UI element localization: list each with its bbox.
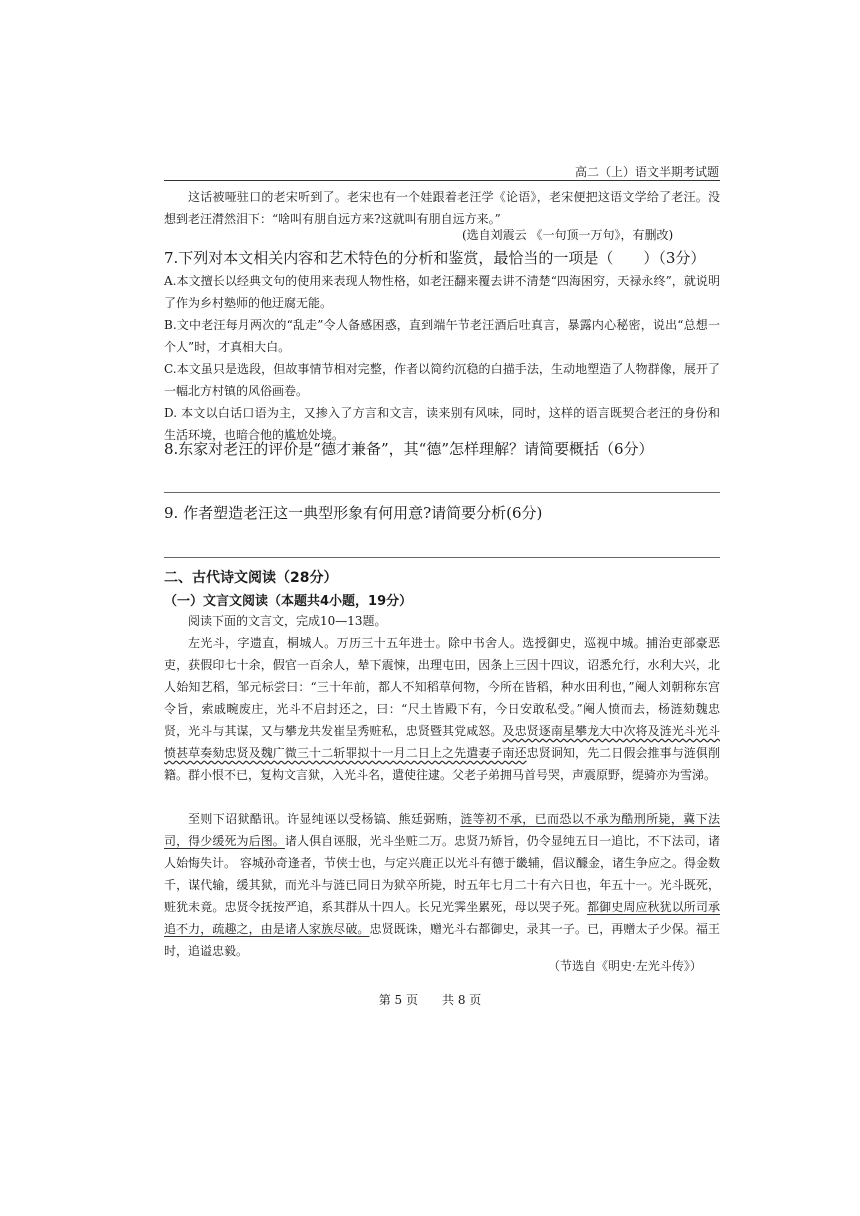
section-title: 二、古代诗文阅读（28分） bbox=[164, 570, 338, 586]
passage-text: 忠贤既诛，赠光斗右都御史，录其一子。已，再赠太子少保。福王时，追谥忠毅。 bbox=[164, 922, 720, 958]
answer-line bbox=[164, 557, 720, 558]
underlined-sentence: 涟等初不承，已而恐以不承为酷刑所毙，冀下法司，得少缓死为后图。 bbox=[164, 812, 720, 848]
page-number: 第 5 页 共 8 页 bbox=[378, 993, 482, 1007]
question-8-stem: 8.东家对老汪的评价是“德才兼备”，其“德”怎样理解？请简要概括（6分） bbox=[164, 440, 654, 458]
subsection-title: （一）文言文阅读（本题共4小题，19分） bbox=[164, 594, 413, 609]
question-7-option-b: B.文中老汪每月两次的“乱走”令人备感困惑，直到端午节老汪酒后吐真言，暴露内心秘密，说出“总想一个人”时，才真相大白。 bbox=[164, 318, 720, 354]
question-7-stem: 7.下列对本文相关内容和艺术特色的分析和鉴赏，最恰当的一项是（ ）（3分） bbox=[164, 249, 706, 267]
story-source: (选自刘震云 《一句顶一万句》，有删改) bbox=[462, 228, 674, 242]
underlined-sentence: 都御史周应秋犹以所司承追不力，疏趣之，由是诸人家族尽破。 bbox=[164, 900, 720, 936]
header-rule bbox=[164, 180, 720, 181]
running-head: 高二（上）语文半期考试题 bbox=[574, 165, 719, 179]
question-9-stem: 9. 作者塑造老汪这一典型形象有何用意?请简要分析(6分) bbox=[164, 504, 543, 522]
answer-line bbox=[164, 492, 720, 493]
passage-text: 忠贤诇知，先二日假会推事与涟俱削籍。群小恨不已，复构文言狱，入光斗名，遣使往逮。父老子弟拥马首号哭，声震原野，缇骑亦为雪涕。 bbox=[164, 746, 720, 782]
classical-passage-paragraph-1 bbox=[164, 632, 720, 786]
question-7-option-c: C.本文虽只是选段，但故事情节相对完整，作者以简约沉稳的白描手法，生动地塑造了人物群像，展开了一幅北方村镇的风俗画卷。 bbox=[164, 362, 720, 398]
passage-source: （节选自《明史·左光斗传》） bbox=[548, 959, 702, 973]
story-closing-paragraph: 这话被哑驻口的老宋听到了。老宋也有一个娃跟着老汪学《论语》，老宋便把这语文学给了老汪。没想到老汪潸然泪下：“啥叫有朋自远方来?这就叫有朋自远方来。” bbox=[164, 190, 720, 226]
reading-instruction: 阅读下面的文言文，完成10—13题。 bbox=[188, 614, 387, 628]
question-7-option-a: A.本文擅长以经典文句的使用来表现人物性格，如老汪翻来覆去讲不清楚“四海困穷，天禄永终”，就说明了作为乡村塾师的他迂腐无能。 bbox=[164, 274, 720, 310]
passage-text: 左光斗，字遗直，桐城人。万历三十五年进士。除中书舍人。选授御史，巡视中城。捕治吏部豪恶吏，获假印七十余，假官一百余人，辇下震悚，出理屯田，因条上三因十四议，诏悉允行，水利大兴，北人始知艺稻，邹元标尝曰：“三十年前，都人不知稻草何物，今所在皆稻，种水田利也，”阉人刘朝称东宫令旨，索戚畹废庄，光斗不启封还之，曰：“尺土皆殿下有，今日安敢私受。”阉人愤而去，杨涟劾魏忠贤，光斗与其谋，又与攀龙共发崔呈秀赃私，忠贤暨其党咸怒。 bbox=[164, 636, 720, 738]
classical-passage-paragraph-2 bbox=[164, 808, 720, 962]
passage-text: 诸人俱自诬服，光斗坐赃二万。忠贤乃矫旨，仍令显纯五日一追比，不下法司，诸人始悔失计。 容城孙奇逢者，节侠士也，与定兴鹿正以光斗有德于畿辅，倡议醵金，诸生争应之。得金数千，谋代输，缓其狱，而光斗与涟已同日为狱卒所毙，时五年七月二十有六日也，年五十一。光斗既死，赃犹未竟。忠贤令抚按严追，系其群从十四人。长兄光霁坐累死，母以哭子死。 bbox=[164, 834, 720, 914]
wavy-underlined-sentence: 及忠贤逐南星攀龙大中次将及涟光斗光斗愤甚草奏劾忠贤及魏广微三十二斩罪拟十一月二日上之先遣妻子南还 bbox=[164, 724, 720, 760]
question-7-option-d: D. 本文以白话口语为主，又掺入了方言和文言，读来别有风味，同时，这样的语言既契合老汪的身份和生活环境，也暗合他的尴尬处境。 bbox=[164, 406, 720, 442]
passage-text: 至则下诏狱酷讯。许显纯诬以受杨镐、熊廷弼贿， bbox=[188, 812, 461, 826]
